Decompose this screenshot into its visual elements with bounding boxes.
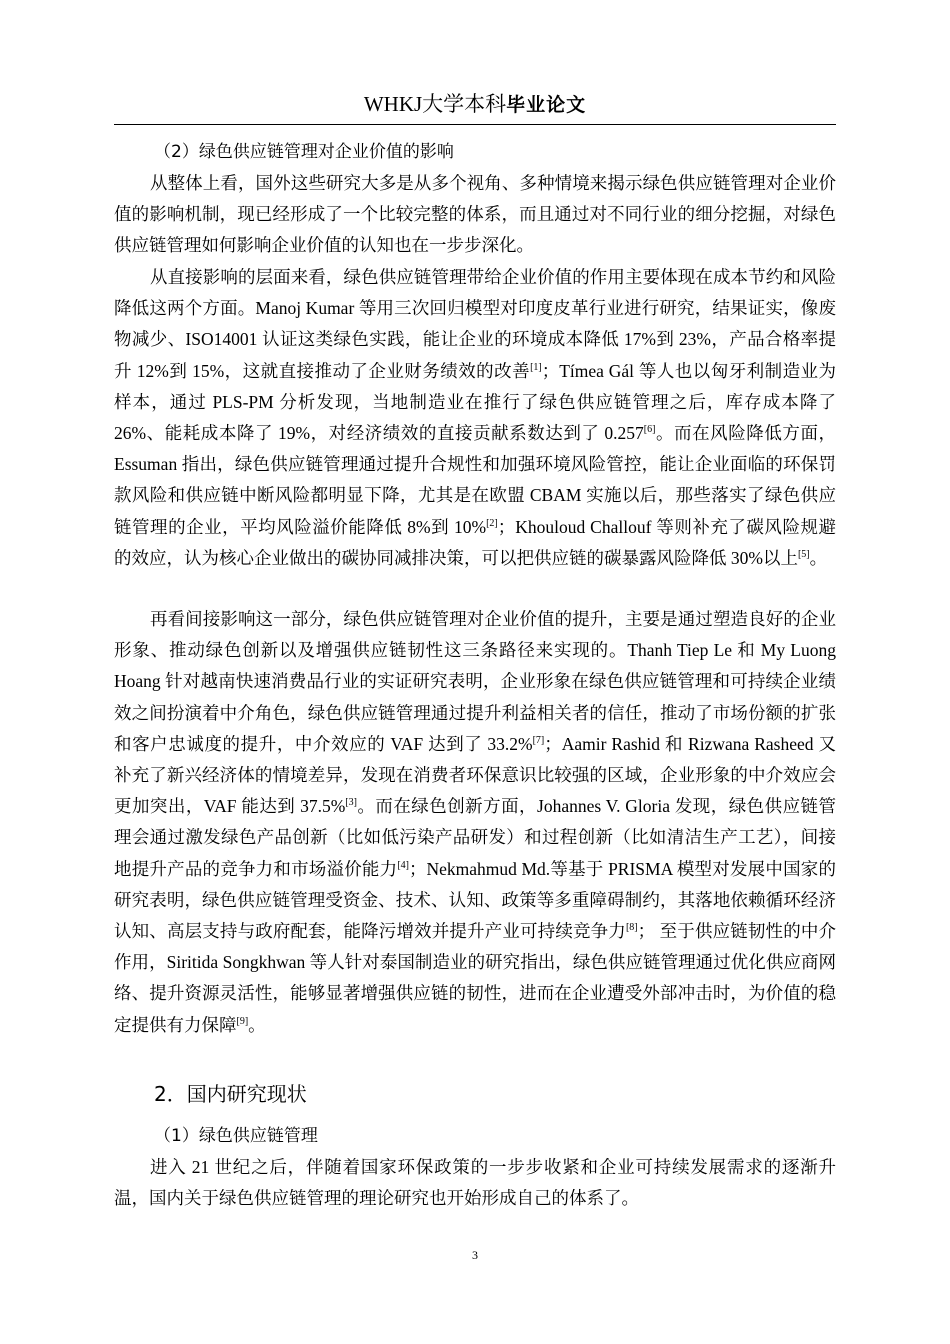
citation: [9] [236, 1015, 249, 1027]
section-heading-domestic: 2．国内研究现状 [154, 1082, 307, 1106]
header-rule [114, 124, 836, 125]
citation: [1] [530, 361, 542, 373]
citation: [4] [397, 859, 409, 871]
text-run: ；Khouloud Challouf 等则补充了碳风险规避的效应，认为核心企业做出的碳协同减排决策，可以把供应链的碳暴露风险降低 30%以上 [114, 516, 836, 568]
citation: [3] [345, 797, 357, 809]
text-run: ； 至于供应链韧性的中介作用，Siritida Songkhwan 等人针对泰国制造业的研究指出，绿色供应链管理通过优化供应商网络、提升资源灵活性，能够显著增强供应链的韧性，进而在企业遭受外部冲击时，为价值的稳定提供有力保障 [114, 921, 837, 1035]
header-thesis-label: 毕业论文 [506, 94, 587, 116]
paragraph-direct-impact [114, 262, 836, 574]
text-run: ；Tímea Gál 等人也以匈牙利制造业为样本，通过 PLS-PM 分析发现，当地制造业在推行了绿色供应链管理之后，库存成本降了 26%、能耗成本降了 19%，对经济绩效的直接贡献系数达到了 0.257 [114, 360, 837, 444]
text-run: ；Aamir Rashid 和 Rizwana Rasheed 又补充了新兴经济体的情境差异，发现在消费者环保意识比较强的区域，企业形象的中介效应会更加突出，VAF 能达到 37.5% [114, 733, 836, 817]
text-run: ；Nekmahmud Md.等基于 PRISMA 模型对发展中国家的研究表明，绿色供应链管理受资金、技术、认知、政策等多重障碍制约，其落地依赖循环经济认知、高层支持与政府配套，能降污增效并提升产业可持续竞争力 [114, 858, 837, 942]
section-heading-gscm: （1）绿色供应链管理 [154, 1126, 318, 1146]
citation: [5] [797, 549, 810, 560]
page-header [114, 88, 836, 121]
citation: [8] [625, 922, 638, 934]
text-run: 。而在风险降低方面，Essuman 指出，绿色供应链管理通过提升合规性和加强环境风险管控，能让企业面临的环保罚款风险和供应链中断风险都明显下降，尤其是在欧盟 CBAM 实施以后，那些落实了绿色供应链管理的企业，平均风险溢价能降低 8%到 10% [114, 423, 837, 537]
text-run: 。 [248, 1014, 266, 1035]
header-university: WHKJ大学本科 [363, 92, 507, 116]
citation: [7] [532, 734, 545, 746]
paragraph-overview: 从整体上看，国外这些研究大多是从多个视角、多种情境来揭示绿色供应链管理对企业价值的影响机制，现已经形成了一个比较完整的体系，而且通过对不同行业的细分挖掘，对绿色供应链管理如何影响企业价值的认知也在一步步深化。 [114, 173, 836, 256]
page-number: 3 [472, 1248, 478, 1262]
citation: [6] [643, 424, 656, 436]
text-run: 。 [809, 547, 828, 568]
text-run: 。而在绿色创新方面，Johannes V. Gloria 发现，绿色供应链管理会通过激发绿色产品创新（比如低污染产品研发）和过程创新（比如清洁生产工艺），间接地提升产品的竞争力和市场溢价能力 [114, 796, 836, 879]
paragraph-domestic-intro: 进入 21 世纪之后，伴随着国家环保政策的一步步收紧和企业可持续发展需求的逐渐升温，国内关于绿色供应链管理的理论研究也开始形成自己的体系了。 [114, 1157, 836, 1209]
text-run: 再看间接影响这一部分，绿色供应链管理对企业价值的提升，主要是通过塑造良好的企业形象、推动绿色创新以及增强供应链韧性这三条路径来实现的。Thanh Tiep Le 和 My Luong Hoang 针对越南快速消费品行业的实证研究表明，企业形象在绿色供应链管理和可持续企业绩效之间扮演着中介角色，绿色供应链管理通过提升利益相关者的信任，推动了市场份额的扩张和客户忠诚度的提升，中介效应的 VAF 达到了 33.2% [114, 609, 836, 754]
paragraph-indirect-impact [114, 604, 836, 1041]
text-run: 从直接影响的层面来看，绿色供应链管理带给企业价值的作用主要体现在成本节约和风险降低这两个方面。Manoj Kumar 等用三次回归模型对印度皮革行业进行研究，结果证实，像废物减少、ISO14001 认证这类绿色实践，能让企业的环境成本降低 17%到 23%，产品合格率提升 12%到 15%，这就直接推动了企业财务绩效的改善 [114, 267, 836, 381]
citation: [2] [486, 517, 498, 529]
section-heading-impact: （2）绿色供应链管理对企业价值的影响 [154, 142, 454, 162]
